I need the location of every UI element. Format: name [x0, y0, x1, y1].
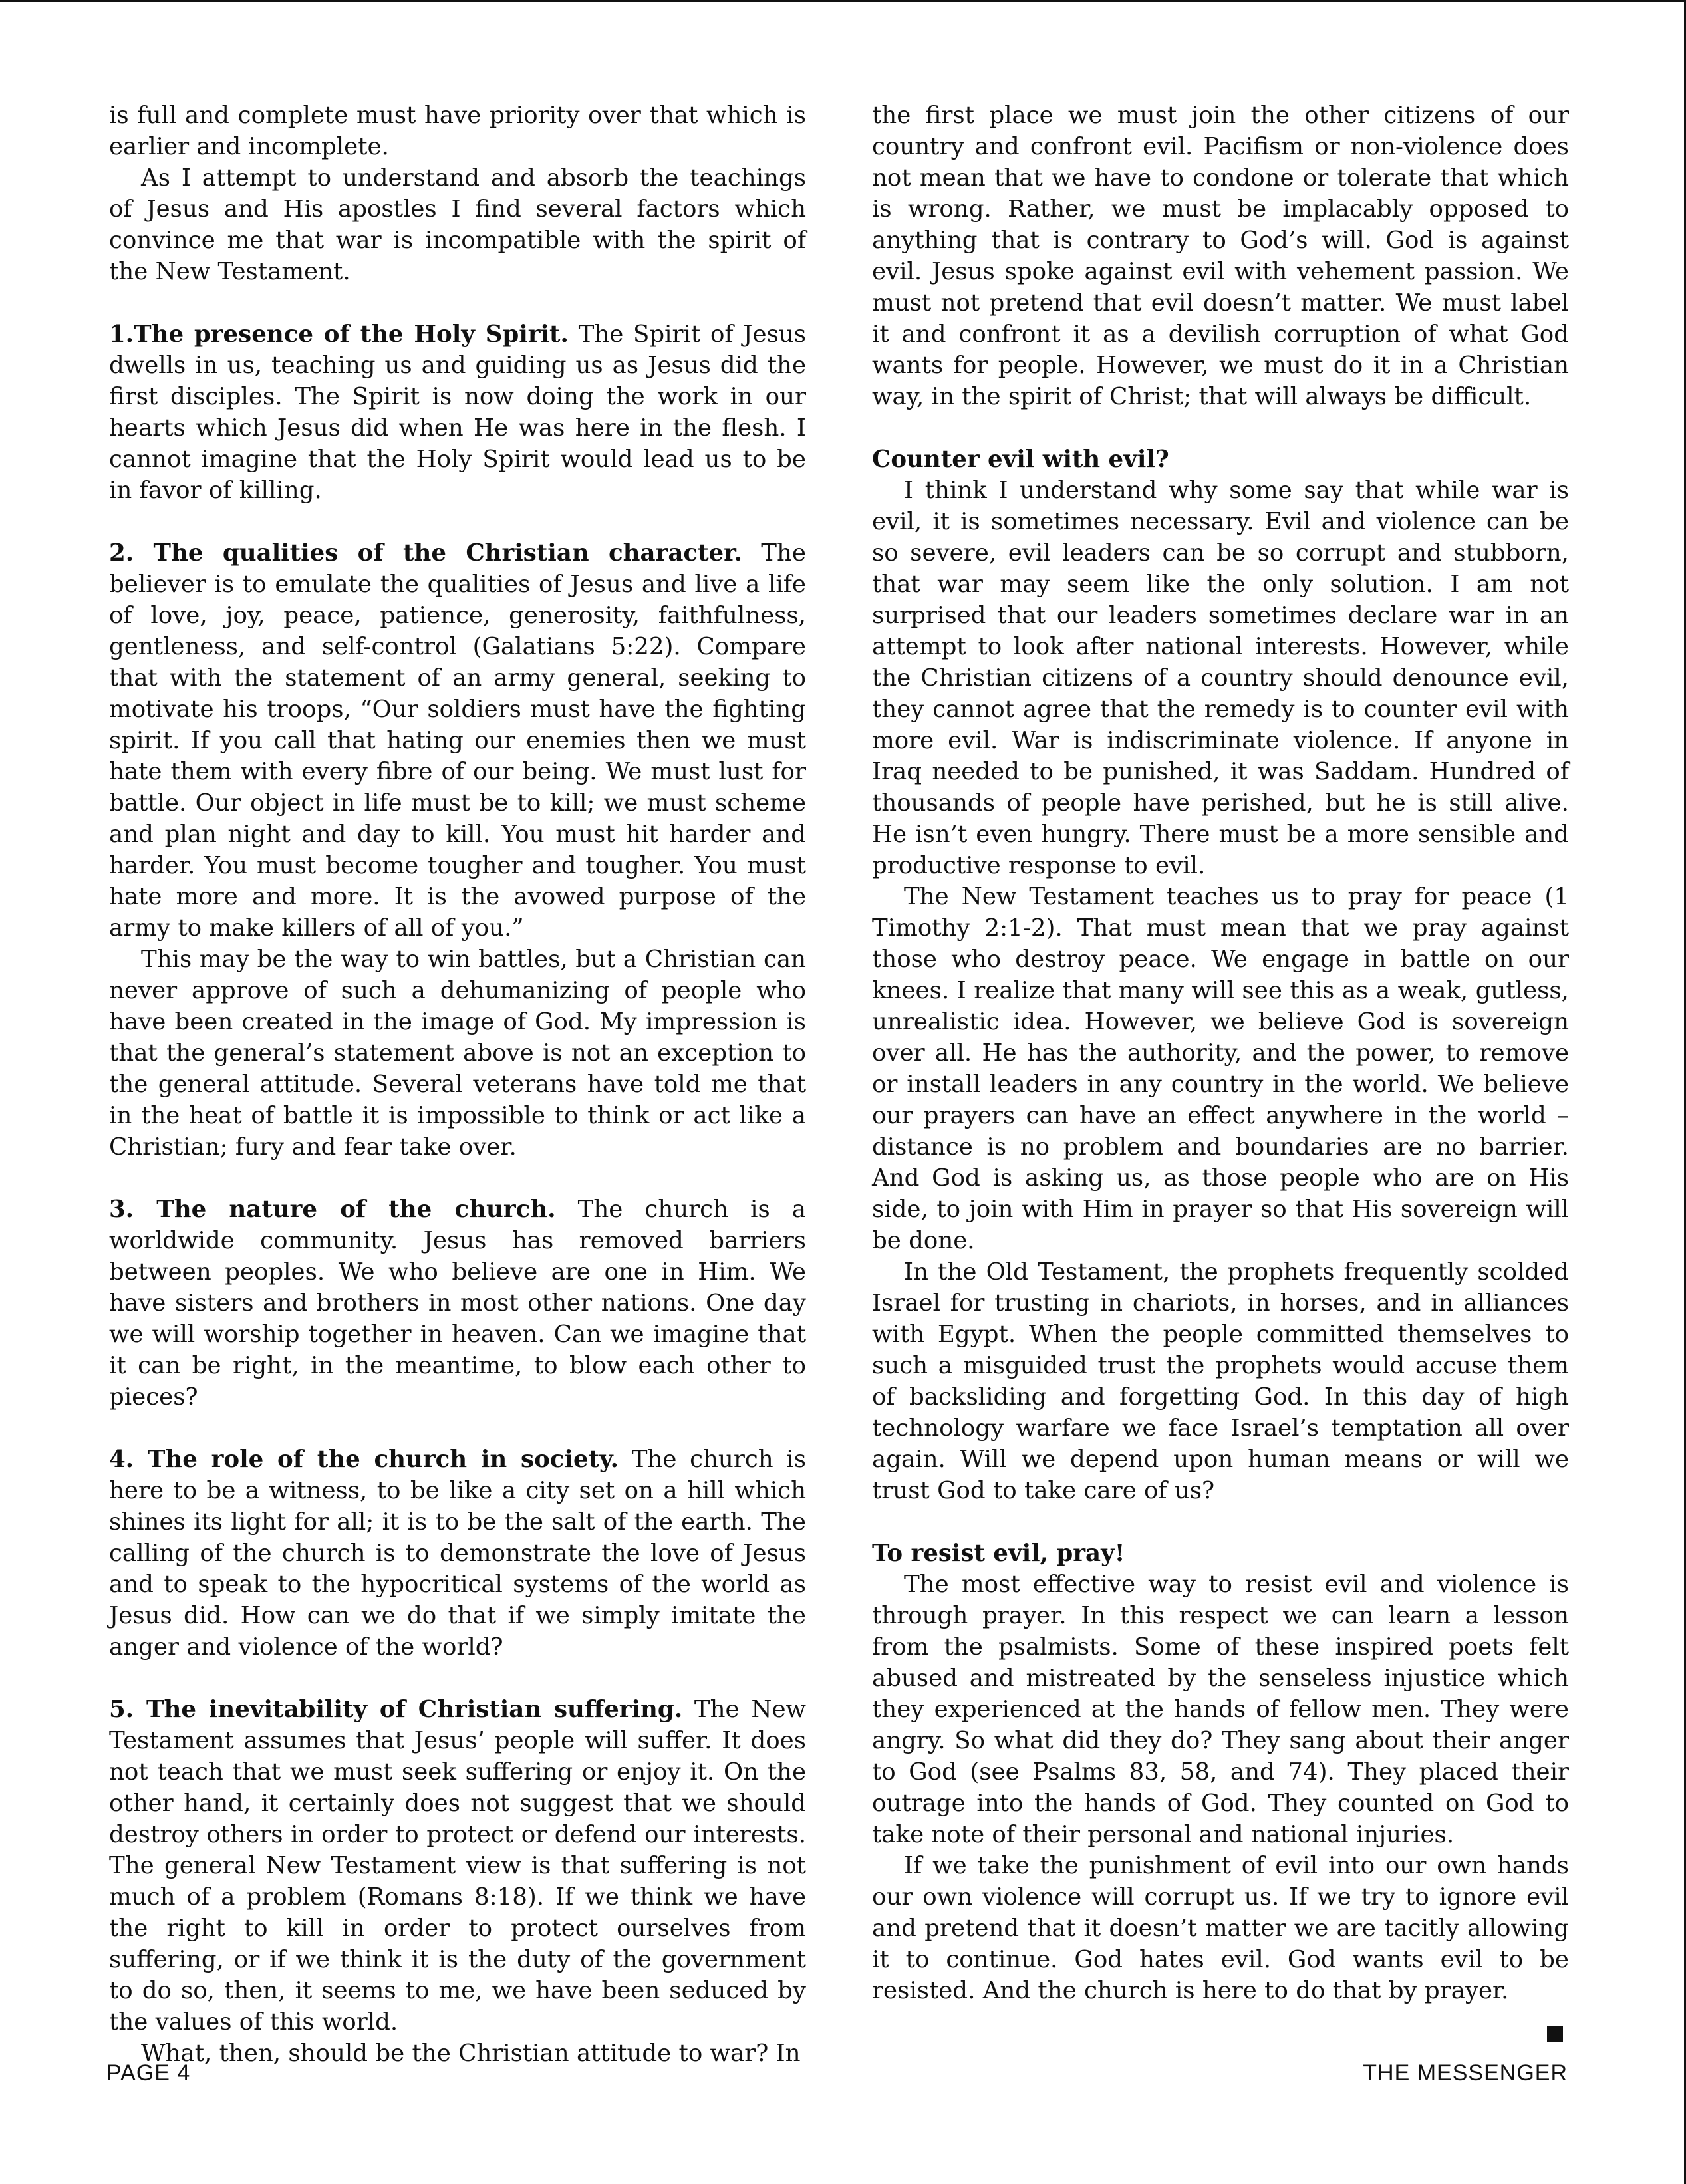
paragraph: In the Old Testament, the prophets frequently scolded Israel for trusting in chariots, in horses, and in alliances with Egypt. When the people committed themselves to such a misguided trust the prophets would accuse them of backsliding and forgetting God. In this day of high technology warfare we face Israel’s temptation all over again. Will we depend upon human means or will we trust God to take care of us?	[872, 1258, 1569, 1504]
section-heading: Counter evil with evil?	[872, 446, 1169, 473]
point-3	[109, 1194, 806, 1413]
point-heading: 1.The presence of the Holy Spirit.	[109, 321, 569, 348]
point-heading: 5. The inevitability of Christian suffering.	[109, 1696, 683, 1723]
paragraph: the first place we must join the other citizens of our country and confront evil. Pacifism or non-violence does not mean that we have to condone or tolerate that which is wrong. Rather, we must be implacably opposed to anything that is contrary to God’s will. God is against evil. Jesus spoke against evil with vehement passion. We must not pretend that evil doesn’t matter. We must label it and confront it as a devilish corruption of what God wants for people. However, we must do it in a Christian way, in the spirit of Christ; that will always be difficult.	[872, 102, 1569, 410]
point-text: The church is here to be a witness, to be like a city set on a hill which shines its light for all; it is to be the salt of the earth. The calling of the church is to demonstrate the love of Jesus and to speak to the hypocritical systems of the world as Jesus did. How can we do that if we simply imitate the anger and violence of the world?	[109, 1446, 806, 1661]
paragraph: is full and complete must have priority over that which is earlier and incomplete.	[109, 102, 806, 160]
point-heading: 2. The qualities of the Christian character.	[109, 539, 742, 567]
paragraph: I think I understand why some say that while war is evil, it is sometimes necessary. Evil and violence can be so severe, evil leaders can be so corrupt and stubborn, that war may seem like the only solution. I am not surprised that our leaders sometimes declare war in an attempt to look after national interests. However, while the Christian citizens of a country should denounce evil, they cannot agree that the remedy is to counter evil with more evil. War is indiscriminate violence. If anyone in Iraq needed to be punished, it was Saddam. Hundred of thousands of people have perished, but he is still alive. He isn’t even hungry. There must be a more sensible and productive response to evil.	[872, 477, 1569, 879]
left-column	[109, 100, 806, 2069]
end-of-article-mark	[1547, 2026, 1563, 2042]
publication-name: THE MESSENGER	[1363, 2060, 1568, 2086]
section-heading: To resist evil, pray!	[872, 1540, 1125, 1567]
point-4	[109, 1444, 806, 1663]
paragraph: What, then, should be the Christian attitude to war? In	[141, 2040, 801, 2067]
paragraph: The most effective way to resist evil and violence is through prayer. In this respect we can learn a lesson from the psalmists. Some of these inspired poets felt abused and mistreated by the senseless injustice which they experienced at the hands of fellow men. They were angry. So what did they do? They sang about their anger to God (see Psalms 83, 58, and 74). They placed their outrage into the hands of God. They counted on God to take note of their personal and national injuries.	[872, 1571, 1569, 1848]
point-heading: 3. The nature of the church.	[109, 1196, 556, 1223]
point-text: The New Testament assumes that Jesus’ people will suffer. It does not teach that we must seek suffering or enjoy it. On the other hand, it certainly does not suggest that we should destroy others in order to protect or defend our interests. The general New Testament view is that suffering is not much of a problem (Romans 8:18). If we think we have the right to kill in order to protect ourselves from suffering, or if we think it is the duty of the government to do so, then, it seems to me, we have been seduced by the values of this world.	[109, 1696, 806, 2036]
paragraph: If we take the punishment of evil into our own hands our own violence will corrupt us. If we try to ignore evil and pretend that it doesn’t matter we are tacitly allowing it to continue. God hates evil. God wants evil to be resisted. And the church is here to do that by prayer.	[872, 1852, 1569, 2004]
point-text: The believer is to emulate the qualities of Jesus and live a life of love, joy, peace, patience, generosity, faithfulness, gentleness, and self-control (Galatians 5:22). Compare that with the statement of an army general, seeking to motivate his troops, “Our soldiers must have the fighting spirit. If you call that hating our enemies then we must hate them with every fibre of our being. We must lust for battle. Our object in life must be to kill; we must scheme and plan night and day to kill. You must hit harder and harder. You must become tougher and tougher. You must hate more and more. It is the avowed purpose of the army to make killers of all of you.”	[109, 539, 806, 942]
paragraph: The New Testament teaches us to pray for peace (1 Timothy 2:1-2). That must mean that we pray against those who destroy peace. We engage in battle on our knees. I realize that many will see this as a weak, gutless, unrealistic idea. However, we believe God is sovereign over all. He has the authority, and the power, to remove or install leaders in any country in the world. We believe our prayers can have an effect anywhere in the world – distance is no problem and boundaries are no barrier. And God is asking us, as those people who are on His side, to join with Him in prayer so that His sovereign will be done.	[872, 883, 1569, 1254]
point-text: The Spirit of Jesus dwells in us, teaching us and guiding us as Jesus did the first disciples. The Spirit is now doing the work in our hearts which Jesus did when He was here in the flesh. I cannot imagine that the Holy Spirit would lead us to be in favor of killing.	[109, 321, 806, 504]
page-number: PAGE 4	[106, 2060, 191, 2086]
point-heading: 4. The role of the church in society.	[109, 1446, 619, 1473]
point-2	[109, 537, 806, 944]
point-5	[109, 1694, 806, 2038]
paragraph: As I attempt to understand and absorb the teachings of Jesus and His apostles I find several factors which convince me that war is incompatible with the spirit of the New Testament.	[109, 164, 806, 285]
point-text: The church is a worldwide community. Jesus has removed barriers between peoples. We who believe are one in Him. We have sisters and brothers in most other nations. One day we will worship together in heaven. Can we imagine that it can be right, in the meantime, to blow each other to pieces?	[109, 1196, 806, 1411]
right-column	[872, 100, 1569, 2006]
paragraph: This may be the way to win battles, but a Christian can never approve of such a dehumanizing of people who have been created in the image of God. My impression is that the general’s statement above is not an exception to the general attitude. Several veterans have told me that in the heat of battle it is impossible to think or act like a Christian; fury and fear take over.	[109, 946, 806, 1160]
point-1	[109, 319, 806, 506]
